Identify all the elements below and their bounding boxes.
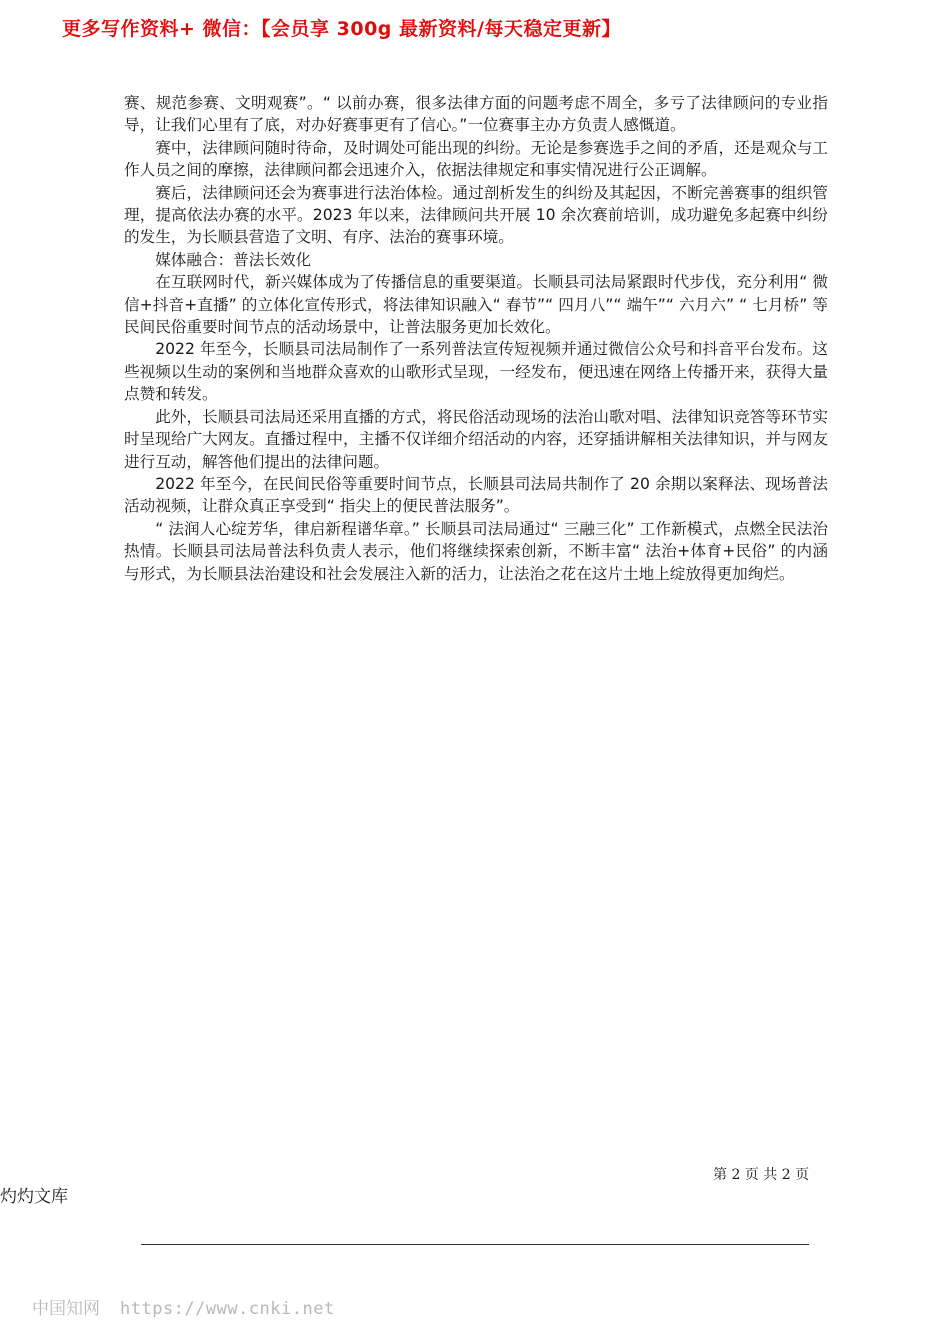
paragraph: 2022 年至今，在民间民俗等重要时间节点，长顺县司法局共制作了 20 余期以案释法、现场普法活动视频，让群众真正享受到“ 指尖上的便民普法服务”。 (124, 474, 828, 516)
footer-divider (141, 1244, 809, 1245)
article-body (124, 92, 828, 585)
watermark (32, 1294, 335, 1319)
paragraph: “ 法润人心绽芳华，律启新程谱华章。” 长顺县司法局通过“ 三融三化” 工作新模式，点燃全民法治热情。长顺县司法局普法科负责人表示，他们将继续探索创新，不断丰富“ 法治+体育+民俗” 的内涵与形式，为长顺县法治建设和社会发展注入新的活力，让法治之花在这片土地上绽放得更加绚烂。 (124, 519, 828, 583)
paragraph: 在互联网时代，新兴媒体成为了传播信息的重要渠道。长顺县司法局紧跟时代步伐，充分利用“ 微信+抖音+直播” 的立体化宣传形式，将法律知识融入“ 春节”“ 四月八”“ 端午”“ 六月六” “ 七月桥” 等民间民俗重要时间节点的活动场景中，让普法服务更加长效化。 (124, 273, 828, 337)
paragraph: 赛、规范参赛、文明观赛”。“ 以前办赛，很多法律方面的问题考虑不周全，多亏了法律顾问的专业指导，让我们心里有了底，对办好赛事更有了信心。”一位赛事主办方负责人感慨道。 (124, 94, 828, 135)
page-number: 第 2 页 共 2 页 (713, 1167, 810, 1183)
paragraph: 此外，长顺县司法局还采用直播的方式，将民俗活动现场的法治山歌对唱、法律知识竞答等环节实时呈现给广大网友。直播过程中，主播不仅详细介绍活动的内容，还穿插讲解相关法律知识，并与网友进行互动，解答他们提出的法律问题。 (124, 407, 828, 471)
library-name: 灼灼文库 (0, 1187, 68, 1207)
paragraph: 赛中，法律顾问随时待命，及时调处可能出现的纠纷。无论是参赛选手之间的矛盾，还是观众与工作人员之间的摩擦，法律顾问都会迅速介入，依据法律规定和事实情况进行公正调解。 (124, 138, 828, 180)
section-heading: 媒体融合：普法长效化 (155, 250, 312, 269)
promo-banner: 更多写作资料+ 微信：【会员享 300g 最新资料/每天稳定更新】 (62, 18, 621, 40)
paragraph: 2022 年至今，长顺县司法局制作了一系列普法宣传短视频并通过微信公众号和抖音平台发布。这些视频以生动的案例和当地群众喜欢的山歌形式呈现，一经发布，便迅速在网络上传播开来，获得大量点赞和转发。 (124, 340, 828, 404)
paragraph: 赛后，法律顾问还会为赛事进行法治体检。通过剖析发生的纠纷及其起因，不断完善赛事的组织管理，提高依法办赛的水平。2023 年以来，法律顾问共开展 10 余次赛前培训，成功避免多起赛中纠纷的发生，为长顺县营造了文明、有序、法治的赛事环境。 (124, 183, 828, 247)
watermark-name: 中国知网 (32, 1299, 100, 1319)
watermark-url: https://www.cnki.net (120, 1299, 335, 1319)
